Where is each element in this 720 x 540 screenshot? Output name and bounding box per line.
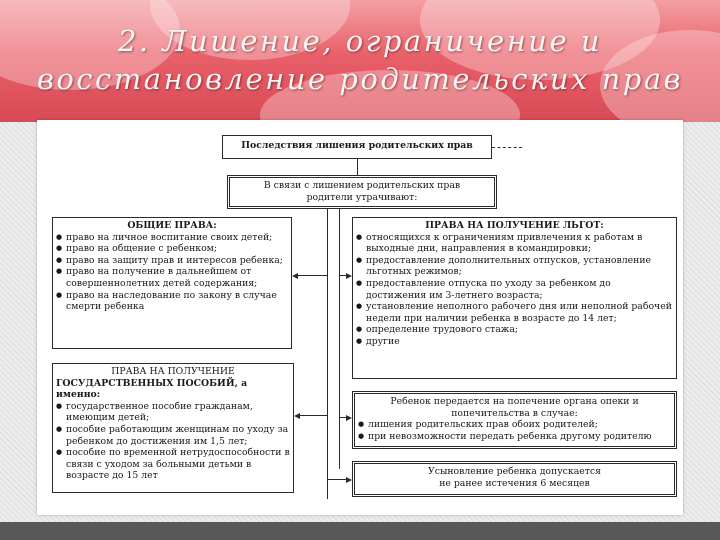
list-item: ● предоставление дополнительных отпусков, установление льготных режимов; — [356, 255, 673, 278]
adoption-line1: Усыновление ребенка допускается — [428, 466, 601, 477]
scanned-diagram — [37, 120, 683, 515]
list-item: ● пособие по временной нетрудоспособности в связи с уходом за больными детьми в возрасте до 15 лет — [56, 447, 290, 482]
list-item: ● определение трудового стажа; — [356, 324, 673, 336]
cause-box — [227, 175, 497, 209]
guardianship-text: Ребенок передается на попечение органа опеки и попечительства в случае: — [390, 396, 639, 419]
state-benefits-list — [56, 401, 290, 482]
list-item: ● право на личное воспитание своих детей; — [56, 232, 288, 244]
state-heading-line2: ГОСУДАРСТВЕННЫХ ПОСОБИЙ, а именно: — [56, 377, 248, 401]
list-item: ● право на общение с ребенком; — [56, 243, 288, 255]
list-item: ● право на защиту прав и интересов ребенка; — [56, 255, 288, 267]
adoption-box — [352, 461, 677, 497]
consequences-title: Последствия лишения родительских прав — [241, 140, 473, 151]
slide-header — [0, 0, 720, 122]
general-rights-list — [56, 232, 288, 313]
arrow-left — [294, 413, 300, 419]
list-item: ● пособие работающим женщинам по уходу за ребенком до достижения им 1,5 лет; — [56, 424, 290, 447]
slide-title-line1: 2. Лишение, ограничение и — [117, 24, 603, 58]
cause-line1: В связи с лишением родительских прав — [263, 180, 461, 191]
list-item: ● государственное пособие гражданам, имеющим детей; — [56, 401, 290, 424]
list-item: ● другие — [356, 336, 673, 348]
state-heading-line1: ПРАВА НА ПОЛУЧЕНИЕ — [111, 366, 235, 377]
connector-guardianship — [339, 417, 346, 418]
connector-state — [300, 415, 327, 416]
benefits-list — [356, 232, 673, 348]
list-item: ● право на получение в дальнейшем от совершеннолетних детей содержания; — [56, 266, 288, 289]
benefits-heading: ПРАВА НА ПОЛУЧЕНИЕ ЛЬГОТ: — [425, 220, 604, 231]
list-item: ● право на наследование по закону в случае смерти ребенка — [56, 290, 288, 313]
connector-adoption — [327, 479, 346, 480]
consequences-title-box — [222, 135, 492, 159]
general-rights-box — [52, 217, 292, 349]
adoption-line2: не ранее истечения 6 месяцев — [439, 477, 590, 489]
arrow-right — [346, 273, 352, 279]
slide-title-line2: восстановление родительских прав — [36, 62, 684, 96]
guardianship-box — [352, 391, 677, 449]
spine-line-right — [339, 209, 340, 469]
arrow-right — [346, 477, 352, 483]
connector-line — [357, 159, 358, 175]
arrow-left — [292, 273, 298, 279]
diagram-canvas — [47, 125, 680, 510]
spine-line — [327, 209, 328, 499]
state-benefits-box — [52, 363, 294, 493]
bottom-bar — [0, 522, 720, 540]
list-item: ● относящихся к ограничениям привлечения к работам в выходные дни, направления в командировки; — [356, 232, 673, 255]
list-item: ● лишения родительских прав обоих родителей; — [358, 419, 671, 431]
connector-general — [298, 275, 327, 276]
general-rights-heading: ОБЩИЕ ПРАВА: — [127, 220, 217, 231]
slide-title — [0, 22, 720, 98]
benefits-box — [352, 217, 677, 379]
top-dashed-line — [492, 147, 522, 148]
list-item: ● при невозможности передать ребенка другому родителю — [358, 431, 671, 443]
arrow-right — [346, 415, 352, 421]
list-item: ● установление неполного рабочего дня или неполной рабочей недели при наличии ребенка в возрасте до 14 лет; — [356, 301, 673, 324]
cause-line2: родители утрачивают: — [306, 191, 418, 203]
list-item: ● предоставление отпуска по уходу за ребенком до достижения им 3-летнего возраста; — [356, 278, 673, 301]
connector-benefits — [339, 275, 346, 276]
guardianship-list — [358, 419, 671, 442]
